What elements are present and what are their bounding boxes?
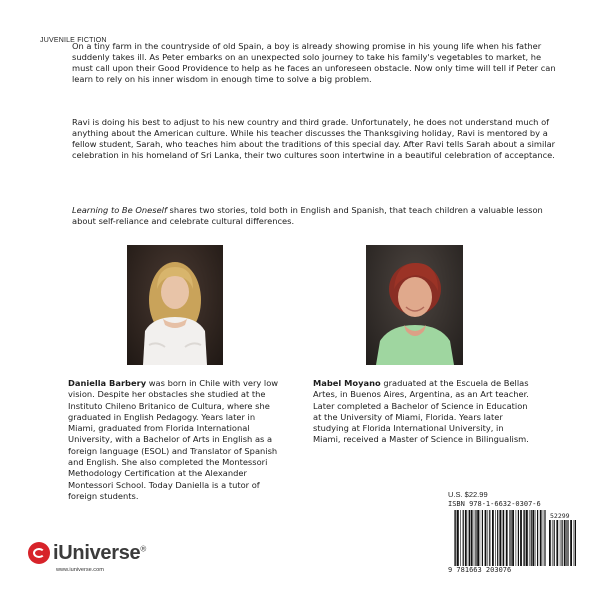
barcode-bar [465, 510, 467, 566]
barcode-bar [526, 510, 528, 566]
barcode-addon-bars [549, 520, 576, 566]
barcode-bar [471, 510, 473, 566]
book-title: Learning to Be Oneself [72, 205, 167, 215]
barcode-bar [455, 510, 456, 566]
barcode-bar [562, 520, 563, 566]
barcode-bar [457, 510, 459, 566]
barcode-bar [537, 510, 538, 566]
synopsis-paragraph-3 [72, 205, 560, 227]
barcode-main-bars [454, 510, 546, 566]
barcode-bar [535, 510, 536, 566]
publisher-logo [28, 542, 178, 582]
barcode-bar [463, 510, 464, 566]
barcode-bar [552, 520, 553, 566]
barcode-bar [532, 510, 534, 566]
author-name-mabel: Mabel Moyano [313, 378, 381, 388]
barcode-bar [518, 510, 519, 566]
barcode-bar [468, 510, 469, 566]
barcode-bar [502, 510, 503, 566]
barcode-bar [574, 520, 575, 566]
barcode-bar [560, 520, 561, 566]
barcode-bar [460, 510, 461, 566]
publisher-url: www.iuniverse.com [56, 567, 104, 573]
barcode-bar [475, 510, 476, 566]
barcode-addon-digits: 52299 [550, 512, 570, 520]
barcode-bar [480, 510, 481, 566]
iuniverse-logo-icon [28, 542, 50, 564]
publisher-name: iUniverse [53, 542, 141, 564]
author-photo-daniella [127, 245, 223, 365]
barcode-bar [489, 510, 490, 566]
barcode-bar [510, 510, 511, 566]
barcode-bar [499, 510, 501, 566]
barcode-bar [543, 510, 544, 566]
barcode-bar [492, 510, 494, 566]
barcode-bar [477, 510, 479, 566]
barcode-bar [524, 510, 525, 566]
barcode-bar [570, 520, 572, 566]
synopsis-paragraph-1: On a tiny farm in the countryside of old Spain, a boy is already showing promise in his young life when his father suddenly takes ill. As Peter embarks on an unexpected solo journey to take his family's vegetables to market, he must call upon their Good Providence to help as he faces an unforeseen obstacle. Now only time will tell if Peter can learn to rely on his inner wisdom in enough time to solve a big problem. [72, 41, 556, 85]
barcode-bar [554, 520, 555, 566]
genre-label: JUVENILE FICTION [40, 37, 107, 44]
author-bio-text-mabel: graduated at the Escuela de Bellas Artes, in Buenos Aires, Argentina, as an Art teacher. Later completed a Bachelor of Science in Education at the University of Miami, Florida. Years later studying at Florida International University, in Miami, received a Master of Science in Bilingualism. [313, 378, 529, 445]
author-name-daniella: Daniella Barbery [68, 378, 147, 388]
author-bio-mabel [313, 378, 531, 446]
barcode-digits: 9 781663 203076 [448, 566, 512, 574]
barcode-bar [516, 510, 517, 566]
barcode-bar [474, 510, 475, 566]
barcode-bar [503, 510, 504, 566]
barcode-bar [523, 510, 524, 566]
barcode-bar [556, 520, 558, 566]
barcode-bar [566, 520, 567, 566]
barcode-bar [482, 510, 483, 566]
isbn-label: ISBN 978-1-6632-0307-6 [448, 500, 541, 508]
barcode-bar [529, 510, 530, 566]
barcode-bar [567, 520, 568, 566]
barcode-bar [575, 520, 576, 566]
synopsis-paragraph-2: Ravi is doing his best to adjust to his new country and third grade. Unfortunately, he does not understand much of anything about the American culture. While his teacher discusses the Thanksgiving holiday, Ravi is mentored by a fellow student, Sarah, who teaches him about the traditions of this special day. After Ravi tells Sarah about a similar celebration in his homeland of Sri Lanka, their two cultures soon intertwine in a beautiful celebration of acceptance. [72, 117, 556, 161]
barcode-block [448, 490, 578, 578]
barcode-bar [495, 510, 496, 566]
barcode-bar [488, 510, 489, 566]
author-bio-daniella [68, 378, 280, 502]
barcode-bar [549, 520, 551, 566]
barcode-bar [544, 510, 545, 566]
barcode-bar [512, 510, 514, 566]
barcode-bar [520, 510, 522, 566]
barcode-bar [454, 510, 455, 566]
barcode-bar [564, 520, 566, 566]
barcode-bar [469, 510, 470, 566]
author-photo-mabel [366, 245, 463, 365]
barcode-bar [531, 510, 532, 566]
barcode-bar [540, 510, 542, 566]
synopsis-paragraph-3-text: shares two stories, told both in English and Spanish, that teach children a valuable lesson about self-reliance and celebrate cultural differences. [72, 205, 543, 227]
author-bio-text-daniella: was born in Chile with very low vision. Despite her obstacles she studied at the Instituto Chileno Britanico de Cultura, where she graduated in English Pedagogy. Years later in Miami, graduated from Florida International University, with a Bachelor of Arts in English as a foreign language (ESOL) and Translator of Spanish and English. She also completed the Montessori Methodology Certification at the Alexander Montessori School. Today Daniella is a tutor of foreign students. [68, 378, 279, 501]
barcode-bar [506, 510, 508, 566]
price-label: U.S. $22.99 [448, 490, 488, 499]
registered-mark-icon: ® [140, 544, 146, 554]
barcode-bar [485, 510, 487, 566]
barcode-bar [509, 510, 510, 566]
barcode-bar [497, 510, 498, 566]
